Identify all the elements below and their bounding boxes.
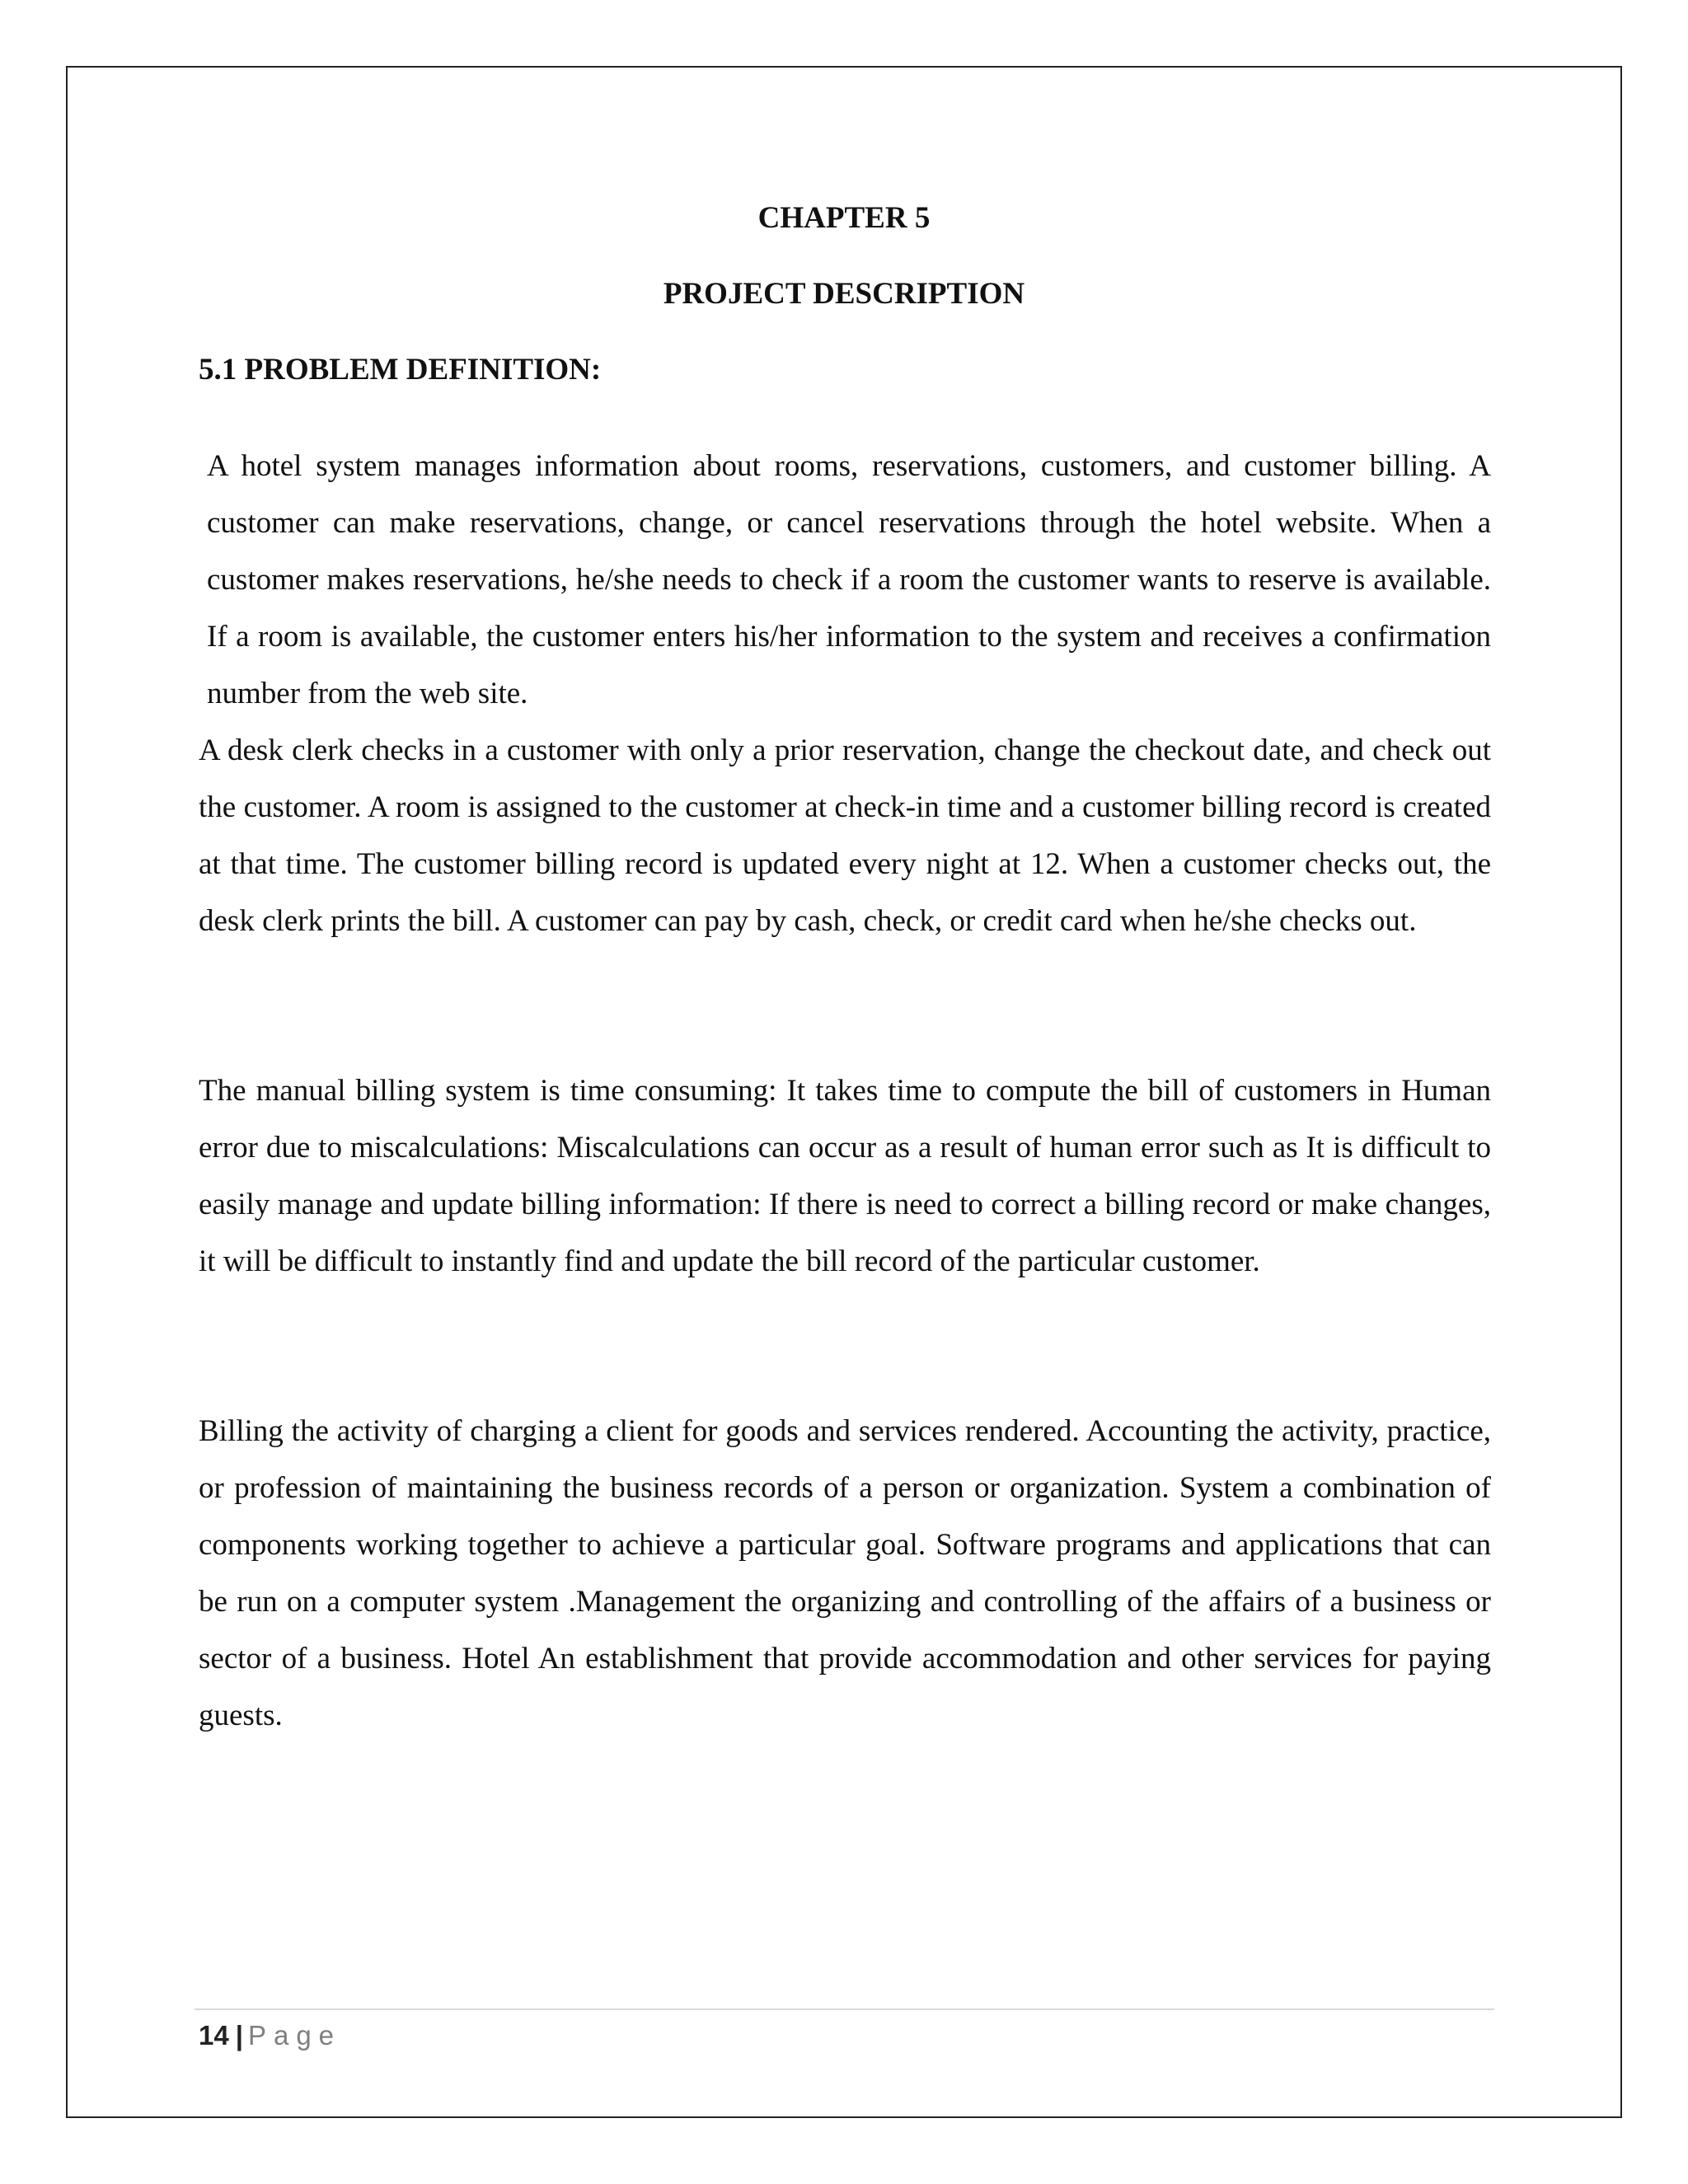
paragraph-definitions: Billing the activity of charging a client for goods and services rendered. Accounting the activity, practice, or profession of maintaining the business records of a person or organization. System a combination of components working together to achieve a particular goal. Software programs and applications that can be run on a computer system .Management the organizing and controlling of the affairs of a business or sector of a business. Hotel An establishment that provide accommodation and other services for paying guests.: [199, 1414, 1491, 1732]
footer-separator: |: [235, 2020, 243, 2050]
body-block-manual-billing: [199, 1062, 1491, 1290]
page-footer: [199, 2018, 341, 2054]
chapter-title: CHAPTER 5: [757, 201, 931, 235]
body-block-overview: [199, 438, 1491, 949]
page-label: Page: [247, 2020, 342, 2050]
paragraph-manual-billing: The manual billing system is time consuming: It takes time to compute the bill of customers in Human error due to miscalculations: Miscalculations can occur as a result of human error such as It is difficult to easily manage and update billing information: If there is need to correct a billing record or make changes, it will be difficult to instantly find and update the bill record of the particular customer.: [199, 1074, 1491, 1278]
chapter-subtitle: PROJECT DESCRIPTION: [663, 277, 1025, 311]
paragraph-desk-clerk: A desk clerk checks in a customer with only a prior reservation, change the checkout date, and check out the customer. A room is assigned to the customer at check-in time and a customer billing record is created at that time. The customer billing record is updated every night at 12. When a customer checks out, the desk clerk prints the bill. A customer can pay by cash, check, or credit card when he/she checks out.: [199, 733, 1491, 938]
paragraph-hotel-system: A hotel system manages information about rooms, reservations, customers, and customer billing. A customer can make reservations, change, or cancel reservations through the hotel website. When a customer makes reservations, he/she needs to check if a room the customer wants to reserve is available. If a room is available, the customer enters his/her information to the system and receives a confirmation number from the web site.: [207, 449, 1491, 710]
section-heading: 5.1 PROBLEM DEFINITION:: [199, 353, 602, 387]
body-block-definitions: [199, 1403, 1491, 1744]
page-number: 14: [199, 2020, 229, 2050]
footer-divider: [195, 2008, 1494, 2010]
